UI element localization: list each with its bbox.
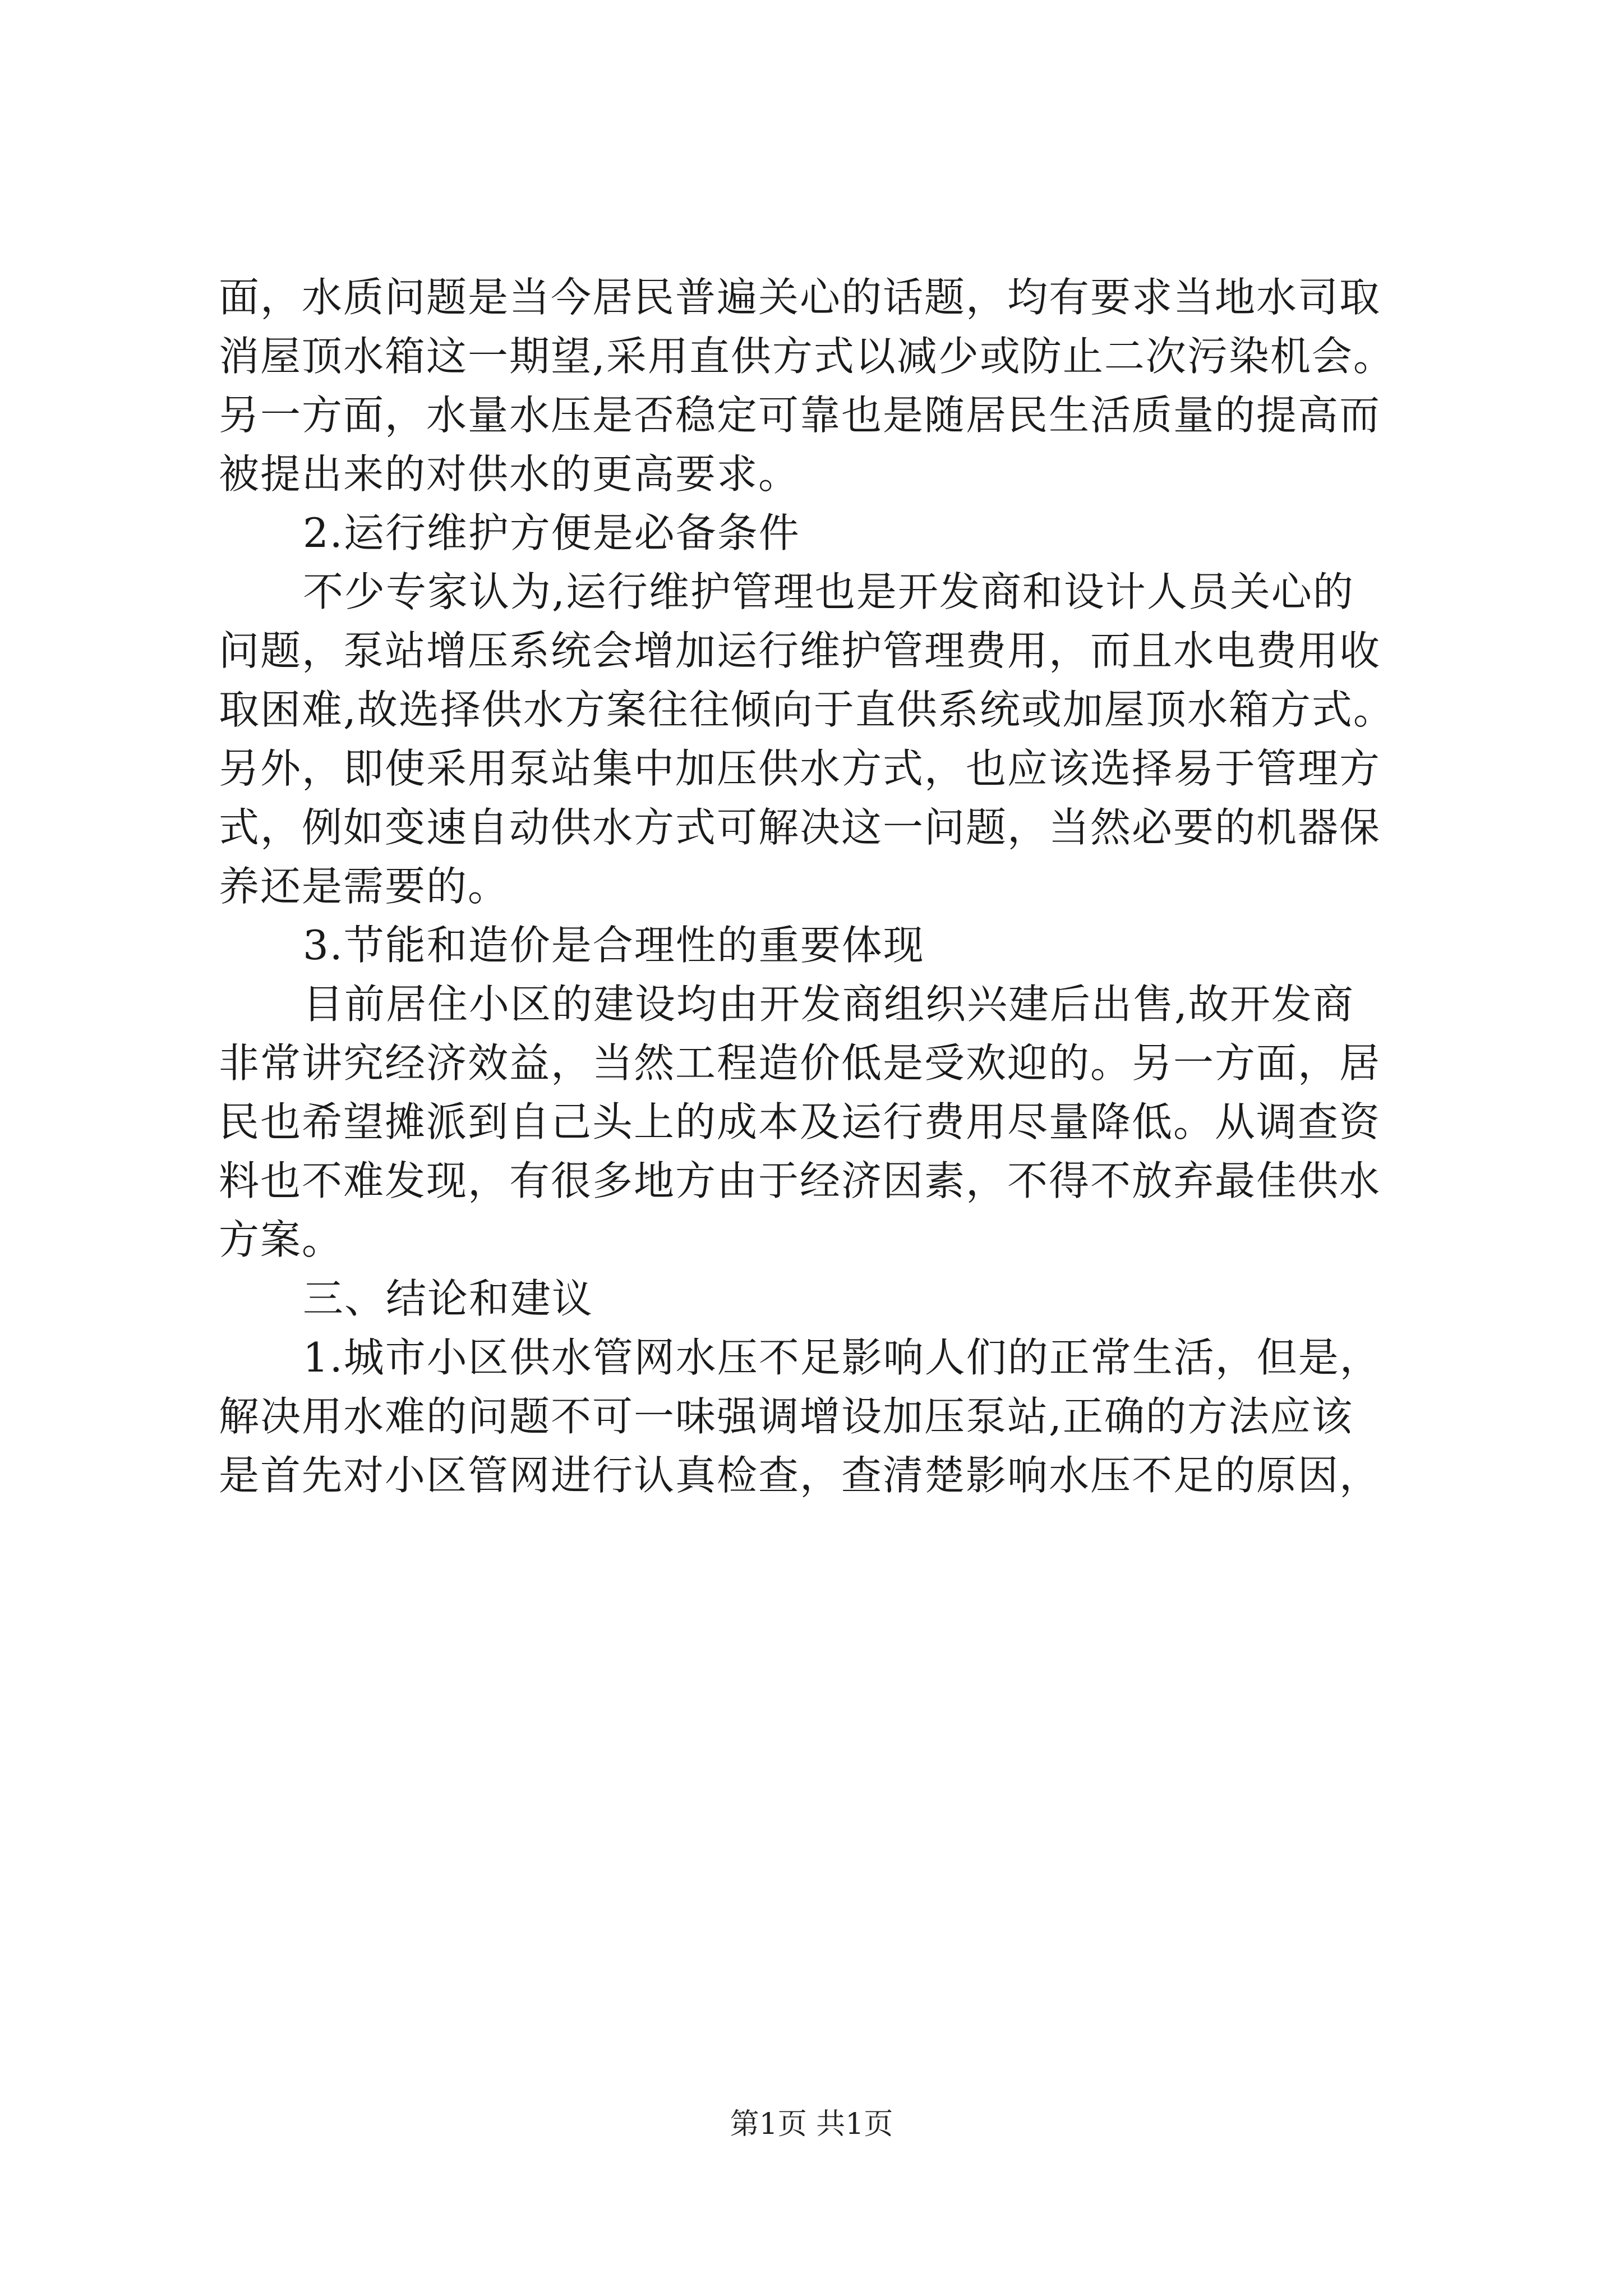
text-line: 不少专家认为,运行维护管理也是开发商和设计人员关心的: [303, 568, 1354, 615]
text-line: 取困难,故选择供水方案往往倾向于直供系统或加屋顶水箱方式。: [219, 686, 1395, 733]
text-line: 解决用水难的问题不可一味强调增设加压泵站,正确的方法应该: [219, 1393, 1353, 1440]
text-line: 消屋顶水箱这一期望,采用直供方式以减少或防止二次污染机会。: [219, 333, 1395, 380]
section-heading: 三、结论和建议: [303, 1275, 594, 1322]
text-line: 式，例如变速自动供水方式可解决这一问题，当然必要的机器保: [219, 804, 1381, 851]
page-footer: [0, 2105, 1623, 2144]
text-line: 1.城市小区供水管网水压不足影响人们的正常生活，但是，: [303, 1334, 1381, 1381]
section-heading: 2.运行维护方便是必备条件: [303, 509, 800, 556]
text-line: 民也希望摊派到自己头上的成本及运行费用尽量降低。从调查资: [219, 1098, 1381, 1145]
text-line: 养还是需要的。: [219, 863, 510, 910]
text-line: 是首先对小区管网进行认真检查，查清楚影响水压不足的原因，: [219, 1452, 1381, 1499]
text-line: 目前居住小区的建设均由开发商组织兴建后出售,故开发商: [303, 981, 1354, 1028]
text-line: 被提出来的对供水的更高要求。: [219, 450, 800, 498]
section-heading: 3.节能和造价是合理性的重要体现: [303, 922, 925, 969]
text-line: 面，水质问题是当今居民普遍关心的话题，均有要求当地水司取: [219, 274, 1381, 321]
text-line: 另外，即使采用泵站集中加压供水方式，也应该选择易于管理方: [219, 745, 1381, 792]
text-line: 问题，泵站增压系统会增加运行维护管理费用，而且水电费用收: [219, 627, 1381, 674]
text-line: 料也不难发现，有很多地方由于经济因素，不得不放弃最佳供水: [219, 1157, 1381, 1204]
page-number-label: 第1页 共1页: [730, 2108, 893, 2141]
text-line: 方案。: [219, 1216, 344, 1263]
text-line: 非常讲究经济效益，当然工程造价低是受欢迎的。另一方面，居: [219, 1039, 1381, 1087]
document-body: [219, 268, 1424, 1505]
text-line: 另一方面，水量水压是否稳定可靠也是随居民生活质量的提高而: [219, 392, 1381, 439]
